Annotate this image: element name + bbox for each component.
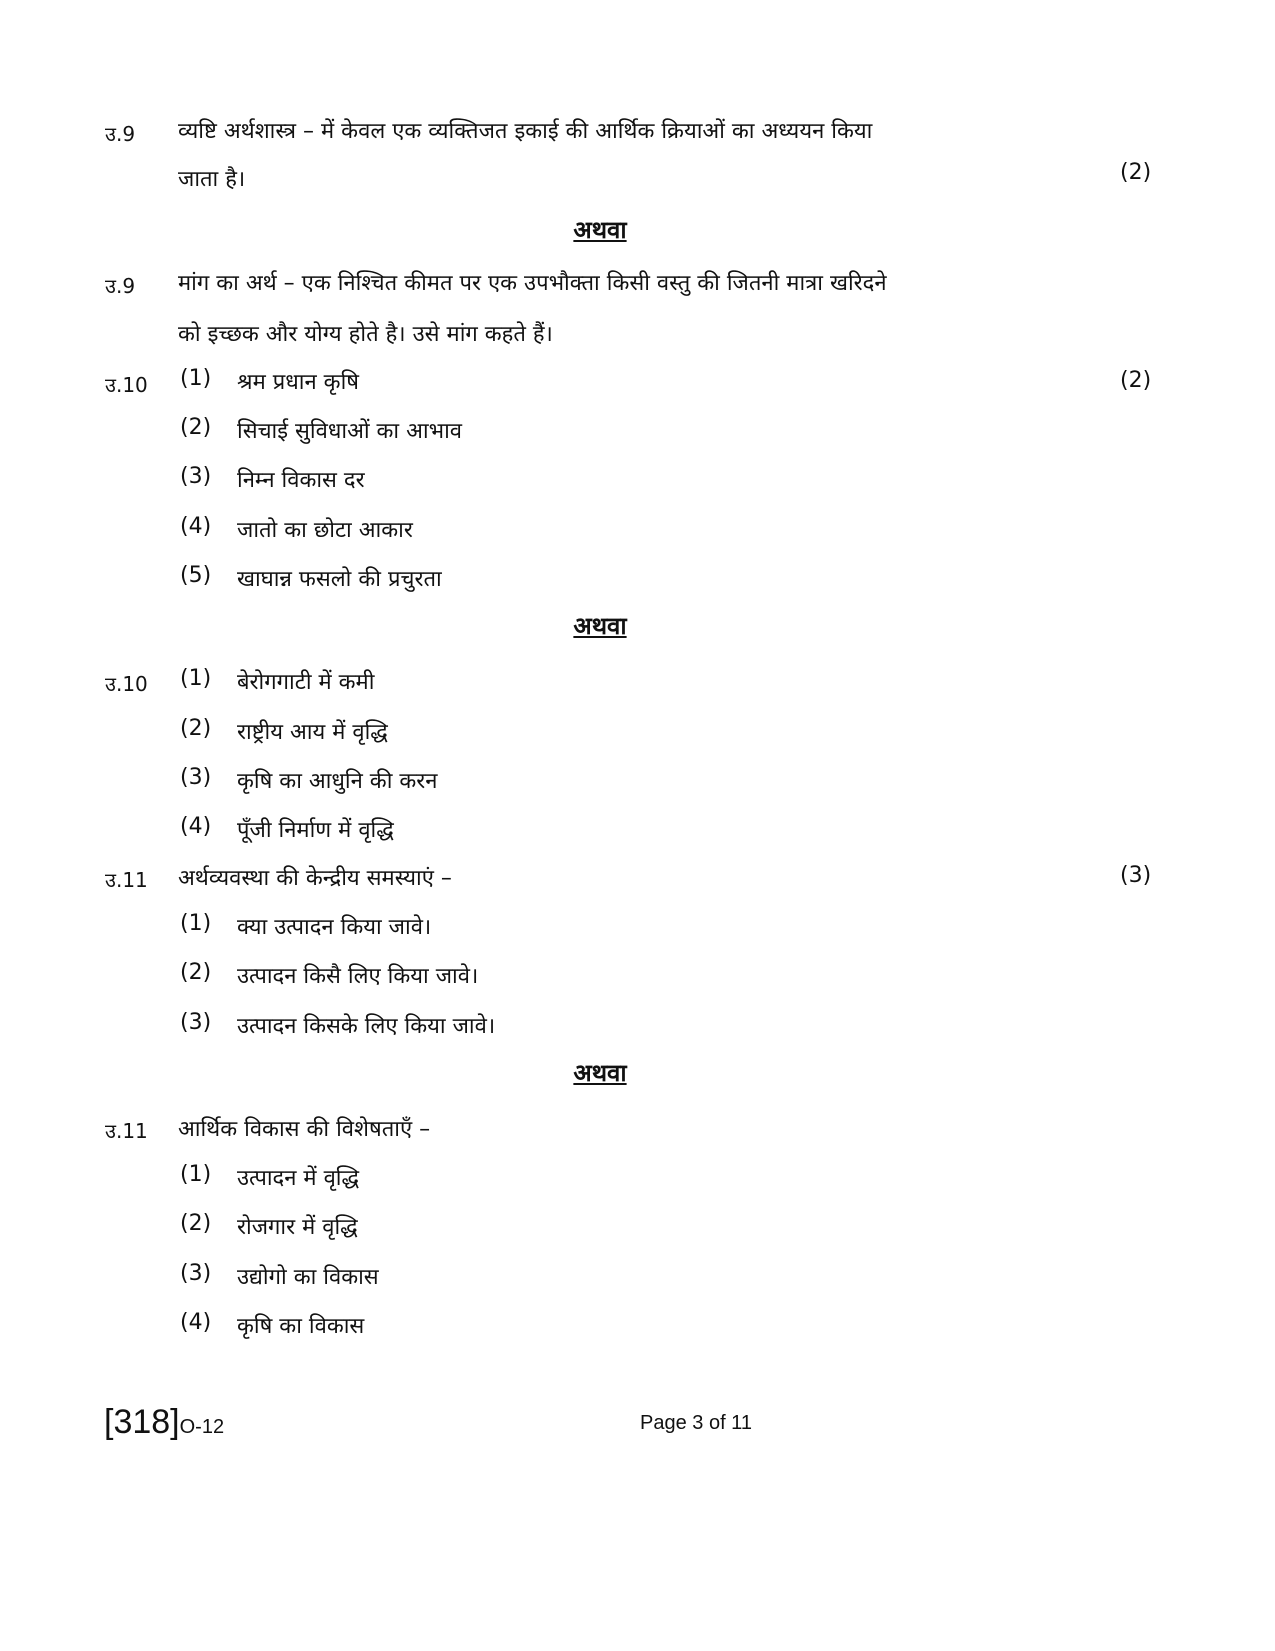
list-item: निम्न विकास दर bbox=[237, 468, 365, 493]
answer-number: उ.11 bbox=[105, 868, 148, 892]
list-item: कृषि का विकास bbox=[237, 1314, 365, 1339]
list-item: जातो का छोटा आकार bbox=[237, 518, 413, 543]
paper-code: [318] bbox=[104, 1403, 180, 1441]
list-item-number: (3) bbox=[180, 464, 212, 489]
list-item-number: (2) bbox=[180, 716, 212, 741]
or-divider bbox=[0, 1056, 1200, 1089]
list-item: खाघान्न फसलो की प्रचुरता bbox=[237, 567, 442, 592]
list-item: उद्योगो का विकास bbox=[237, 1265, 379, 1290]
answer-text-line: जाता है। bbox=[178, 167, 246, 192]
document-code bbox=[104, 1403, 224, 1442]
answer-text-line: को इच्छक और योग्य होते है। उसे मांग कहते हैं। bbox=[178, 322, 553, 347]
list-item-number: (2) bbox=[180, 1211, 212, 1236]
list-item: कृषि का आधुनि की करन bbox=[237, 769, 438, 794]
list-item: सिचाई सुविधाओं का आभाव bbox=[237, 419, 463, 444]
or-label: अथवा bbox=[573, 612, 627, 640]
list-item-number: (3) bbox=[180, 1010, 212, 1035]
list-item: पूँजी निर्माण में वृद्धि bbox=[237, 818, 394, 843]
list-item-number: (5) bbox=[180, 563, 212, 588]
or-label: अथवा bbox=[573, 216, 627, 244]
answer-heading: आर्थिक विकास की विशेषताएँ – bbox=[178, 1117, 431, 1142]
list-item-number: (2) bbox=[180, 415, 212, 440]
list-item: उत्पादन किसके लिए किया जावे। bbox=[237, 1014, 496, 1039]
list-item: रोजगार में वृद्धि bbox=[237, 1215, 358, 1240]
answer-heading: अर्थव्यवस्था की केन्द्रीय समस्याएं – bbox=[178, 866, 452, 891]
list-item: राष्ट्रीय आय में वृद्धि bbox=[237, 720, 388, 745]
or-divider bbox=[0, 609, 1200, 642]
list-item-number: (4) bbox=[180, 814, 212, 839]
page-number: Page 3 of 11 bbox=[640, 1412, 752, 1434]
answer-number: उ.10 bbox=[105, 672, 148, 696]
list-item-number: (4) bbox=[180, 1310, 212, 1335]
paper-set: O-12 bbox=[179, 1416, 225, 1438]
list-item: बेरोगगाटी में कमी bbox=[237, 670, 375, 695]
list-item-number: (2) bbox=[180, 960, 212, 985]
list-item-number: (1) bbox=[180, 911, 212, 936]
list-item-number: (1) bbox=[180, 1162, 212, 1187]
list-item-number: (3) bbox=[180, 1261, 212, 1286]
answer-text-line: व्यष्टि अर्थशास्त्र – में केवल एक व्यक्तिजत इकाई की आर्थिक क्रियाओं का अध्ययन किया bbox=[178, 119, 873, 144]
answer-number: उ.11 bbox=[105, 1119, 148, 1143]
answer-text-line: मांग का अर्थ – एक निश्चित कीमत पर एक उपभौक्ता किसी वस्तु की जितनी मात्रा खरिदने bbox=[178, 271, 887, 296]
marks-label: (2) bbox=[1120, 368, 1152, 393]
or-label: अथवा bbox=[573, 1059, 627, 1087]
answer-number: उ.10 bbox=[105, 373, 148, 397]
list-item-number: (3) bbox=[180, 765, 212, 790]
answer-number: उ.9 bbox=[105, 122, 136, 146]
list-item: क्या उत्पादन किया जावे। bbox=[237, 915, 432, 940]
list-item-number: (1) bbox=[180, 366, 212, 391]
list-item-number: (1) bbox=[180, 666, 212, 691]
marks-label: (2) bbox=[1120, 160, 1152, 185]
list-item-number: (4) bbox=[180, 514, 212, 539]
list-item: उत्पादन में वृद्धि bbox=[237, 1166, 360, 1191]
or-divider bbox=[0, 213, 1200, 246]
marks-label: (3) bbox=[1120, 863, 1152, 888]
answer-number: उ.9 bbox=[105, 274, 136, 298]
list-item: उत्पादन किसै लिए किया जावे। bbox=[237, 964, 479, 989]
list-item: श्रम प्रधान कृषि bbox=[237, 370, 359, 395]
